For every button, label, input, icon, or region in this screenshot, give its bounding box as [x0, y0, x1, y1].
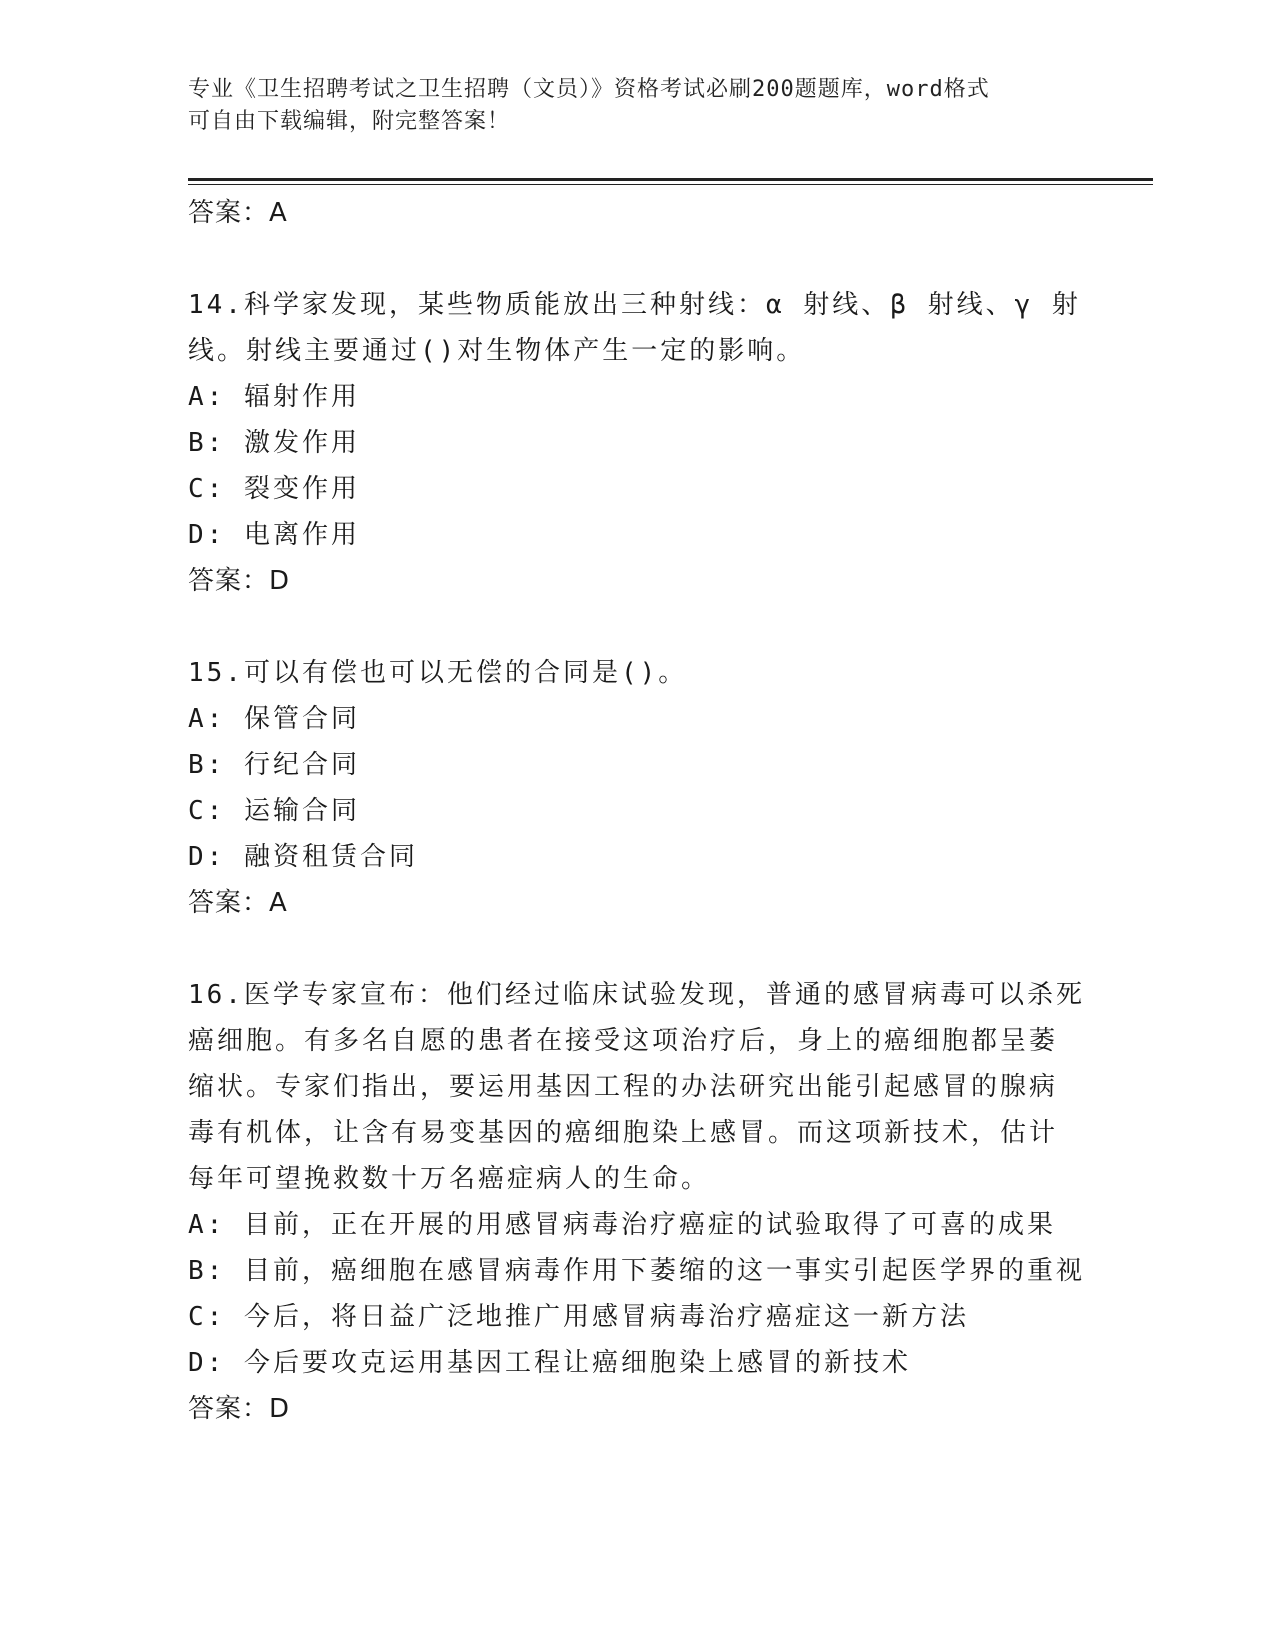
- question-stem-line: 癌细胞。有多名自愿的患者在接受这项治疗后，身上的癌细胞都呈萎: [188, 1026, 1059, 1056]
- question-stem-line: 毒有机体，让含有易变基因的癌细胞染上感冒。而这项新技术，估计: [188, 1118, 1059, 1148]
- answer: 答案：D: [188, 566, 291, 596]
- option-c: C: 裂变作用: [188, 474, 360, 504]
- spacer: [188, 604, 1088, 650]
- option-c: C: 运输合同: [188, 796, 360, 826]
- question-stem-line: 16.医学专家宣布：他们经过临床试验发现，普通的感冒病毒可以杀死: [188, 980, 1085, 1010]
- option-b: B: 行纪合同: [188, 750, 360, 780]
- option-c: C: 今后，将日益广泛地推广用感冒病毒治疗癌症这一新方法: [188, 1302, 969, 1332]
- spacer: [188, 926, 1088, 972]
- question-list: [188, 190, 1088, 1432]
- option-d: D: 今后要攻克运用基因工程让癌细胞染上感冒的新技术: [188, 1348, 911, 1378]
- header-rule-thin: [188, 184, 1153, 185]
- question-15: [188, 650, 1088, 926]
- spacer: [188, 236, 1088, 282]
- option-a: A: 辐射作用: [188, 382, 360, 412]
- question-stem-line: 线。射线主要通过()对生物体产生一定的影响。: [188, 336, 806, 366]
- option-d: D: 电离作用: [188, 520, 360, 550]
- option-b: B: 目前，癌细胞在感冒病毒作用下萎缩的这一事实引起医学界的重视: [188, 1256, 1085, 1286]
- question-14: [188, 282, 1088, 604]
- question-stem-line: 缩状。专家们指出，要运用基因工程的办法研究出能引起感冒的腺病: [188, 1072, 1059, 1102]
- header-line-2: 可自由下载编辑，附完整答案！: [188, 109, 511, 134]
- question-stem-line: 15.可以有偿也可以无偿的合同是()。: [188, 658, 688, 688]
- option-d: D: 融资租赁合同: [188, 842, 418, 872]
- question-16: [188, 972, 1088, 1432]
- option-b: B: 激发作用: [188, 428, 360, 458]
- previous-answer: 答案：A: [188, 198, 288, 228]
- document-header: [188, 74, 1088, 138]
- header-rule-thick: [188, 178, 1153, 181]
- answer: 答案：D: [188, 1394, 291, 1424]
- option-a: A: 保管合同: [188, 704, 360, 734]
- header-line-1: 专业《卫生招聘考试之卫生招聘（文员）》资格考试必刷200题题库，word格式: [188, 77, 990, 102]
- question-stem-line: 每年可望挽救数十万名癌症病人的生命。: [188, 1164, 711, 1194]
- answer: 答案：A: [188, 888, 288, 918]
- option-a: A: 目前，正在开展的用感冒病毒治疗癌症的试验取得了可喜的成果: [188, 1210, 1056, 1240]
- question-stem-line: 14.科学家发现，某些物质能放出三种射线：α 射线、β 射线、γ 射: [188, 290, 1081, 320]
